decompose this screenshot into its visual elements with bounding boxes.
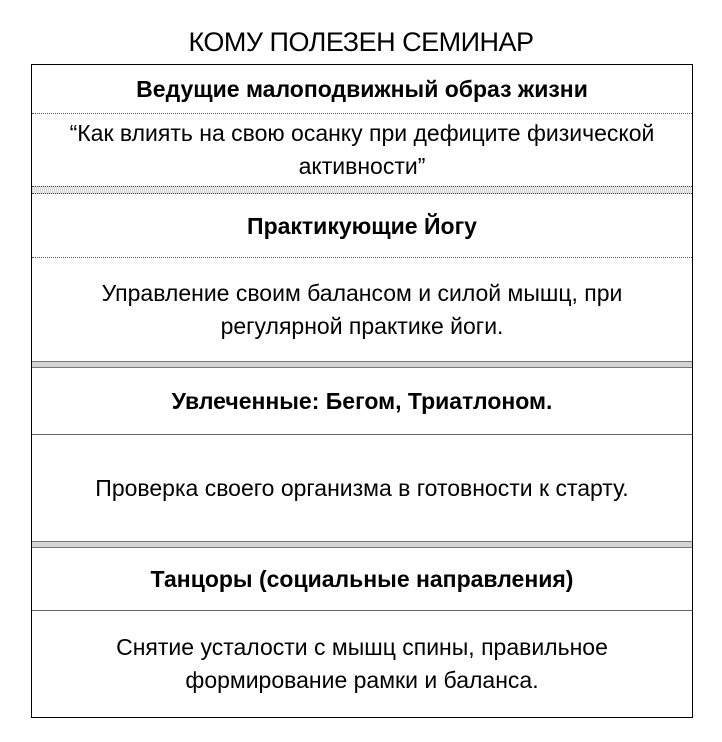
section-description-sedentary [32,114,692,186]
section-description-yoga [32,258,692,361]
page-title: КОМУ ПОЛЕЗЕН СЕМИНАР [188,27,534,57]
section-separator [32,186,692,194]
section-description-dancers [32,611,692,717]
section-heading-sedentary: Ведущие малоподвижный образ жизни [136,76,588,102]
section-separator [32,541,692,548]
section-description-text: Снятие усталости с мышц спины, правильное формирование рамки и баланса. [116,634,608,693]
section-description-text: Управление своим балансом и силой мышц, при регулярной практике йоги. [101,279,623,339]
section-heading-running: Увлеченные: Бегом, Триатлоном. [171,388,553,414]
section-heading-dancers: Танцоры (социальные направления) [150,566,574,592]
section-heading-yoga: Практикующие Йогу [247,212,477,239]
audience-table [31,64,693,718]
section-separator [32,361,692,368]
section-description-text: Проверка своего организма в готовности к старту. [95,474,629,501]
section-description-running [32,435,692,541]
section-description-text: “Как влиять на свою осанку при дефиците физической активности” [69,120,655,179]
